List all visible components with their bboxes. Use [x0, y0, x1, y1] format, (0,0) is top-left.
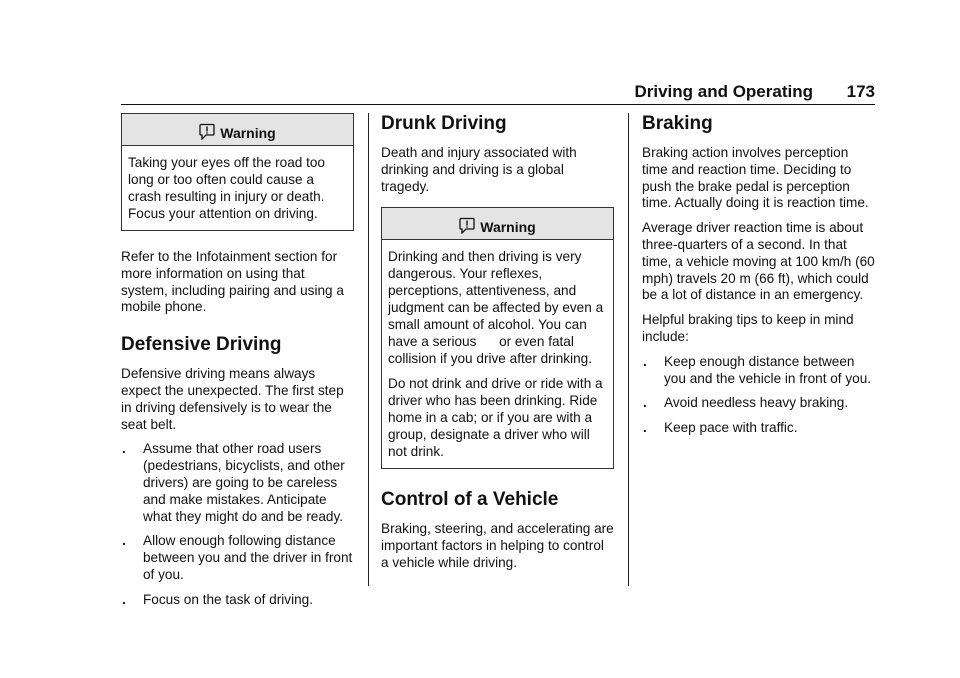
bullet-icon: .: [643, 395, 647, 411]
list-item: [121, 533, 354, 583]
warning-icon: [199, 123, 215, 140]
section-heading: Drunk Driving: [381, 113, 507, 134]
list-item-text: Avoid needless heavy braking.: [664, 395, 849, 411]
column-3: [642, 113, 875, 445]
list-item: [121, 592, 354, 609]
bullet-icon: .: [122, 591, 126, 607]
list-item-text: Keep enough distance between you and the vehicle in front of you.: [664, 353, 872, 386]
warning-header: [122, 114, 353, 146]
section-title: Driving and Operating: [634, 82, 813, 101]
column-divider: [368, 113, 369, 586]
paragraph: Defensive driving means always expect the unexpected. The first step in driving defensively is to wear the seat belt.: [121, 366, 344, 432]
paragraph: Refer to the Infotainment section for more information on using that system, including pairing and using a mobile phone.: [121, 249, 344, 315]
warning-text: Taking your eyes off the road too long or too often could cause a crash resulting in injury or death. Focus your attention on driving.: [128, 155, 325, 221]
page-number: 173: [846, 82, 875, 101]
list-item: [121, 441, 354, 525]
list-item: [642, 395, 875, 412]
paragraph: Average driver reaction time is about three-quarters of a second. In that time, a vehicle moving at 100 km/h (60 mph) travels 20 m (66 ft), which could be a lot of distance in an emergency.: [642, 220, 875, 303]
warning-icon: [459, 217, 475, 234]
paragraph: Helpful braking tips to keep in mind include:: [642, 312, 854, 344]
warning-text: Do not drink and drive or ride with a driver who has been drinking. Ride home in a cab; or if you are with a group, designate a driver who will not drink.: [388, 376, 603, 460]
bullet-icon: .: [643, 353, 647, 369]
warning-text: Drinking and then driving is very dangerous. Your reflexes, perceptions, attentiveness, and judgment can be affected by even a small amount of alcohol. You can have a serious or even fatal collision if you drive after drinking.: [388, 249, 607, 367]
warning-title: Warning: [480, 219, 536, 236]
bullet-list: [121, 441, 354, 608]
paragraph: Braking action involves perception time and reaction time. Deciding to push the brake pedal is perception time. Actually doing it is reaction time.: [642, 145, 869, 211]
warning-header: [382, 208, 613, 240]
warning-box: [381, 207, 614, 469]
bullet-icon: .: [122, 441, 126, 457]
section-heading: Defensive Driving: [121, 334, 282, 356]
list-item-text: Focus on the task of driving.: [143, 591, 314, 607]
section-heading: Braking: [642, 113, 713, 134]
bullet-icon: .: [122, 533, 126, 549]
bullet-list: [642, 354, 875, 437]
page-header: [121, 82, 875, 105]
bullet-icon: .: [643, 420, 647, 436]
column-1: [121, 113, 354, 617]
warning-box: [121, 113, 354, 231]
list-item-text: Assume that other road users (pedestrians, bicyclists, and other drivers) are going to be careless and make mistakes. Anticipate what they might do and be ready.: [143, 441, 345, 524]
column-divider: [628, 113, 629, 586]
section-heading: Control of a Vehicle: [381, 489, 559, 511]
column-2: [381, 113, 614, 580]
list-item: [642, 420, 875, 437]
paragraph: Braking, steering, and accelerating are important factors in helping to control a vehicle while driving.: [381, 521, 614, 570]
list-item: [642, 354, 875, 388]
list-item-text: Allow enough following distance between you and the driver in front of you.: [143, 533, 353, 582]
list-item-text: Keep pace with traffic.: [664, 420, 798, 436]
warning-title: Warning: [220, 125, 276, 141]
paragraph: Death and injury associated with drinking and driving is a global tragedy.: [381, 145, 577, 194]
